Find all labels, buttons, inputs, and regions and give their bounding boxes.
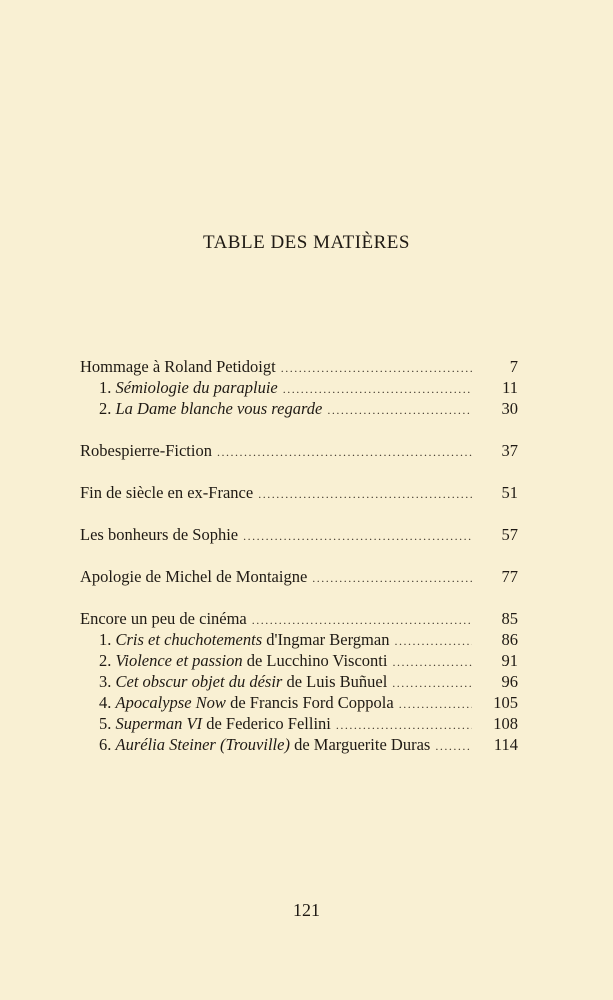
dot-leader: [399, 694, 472, 715]
work-author: de Francis Ford Coppola: [225, 693, 394, 712]
subentry-title: [80, 629, 389, 650]
work-author: de Federico Fellini: [202, 714, 331, 733]
entry-title: Fin de siècle en ex-France: [80, 483, 254, 502]
section-spacer: [80, 419, 518, 440]
section-spacer: [80, 587, 518, 608]
dot-leader: [327, 400, 472, 421]
subentry-page-number: 86: [501, 630, 518, 649]
table-of-contents: [80, 356, 518, 755]
entry-page-number: 57: [501, 525, 518, 544]
dot-leader: [283, 379, 472, 400]
toc-entry: [80, 482, 518, 503]
subentry-title: [80, 713, 331, 734]
subentry-title: [80, 398, 322, 419]
subentry-number: 4.: [99, 693, 112, 712]
dot-leader: [435, 736, 472, 757]
dot-leader: [243, 526, 472, 547]
toc-entry: [80, 608, 518, 629]
toc-subentry: [80, 734, 518, 755]
work-title: Apocalypse Now: [115, 693, 226, 712]
work-author: de Luis Buñuel: [282, 672, 388, 691]
work-title: Cris et chuchotements: [115, 630, 263, 649]
work-title: Cet obscur objet du désir: [115, 672, 283, 691]
toc-entry: [80, 440, 518, 461]
subentry-title: [80, 692, 394, 713]
dot-leader: [252, 610, 472, 631]
entry-page-number: 37: [501, 441, 518, 460]
page-number: 121: [293, 900, 320, 920]
subentry-title: [80, 650, 387, 671]
toc-subentry: [80, 377, 518, 398]
subentry-number: 6.: [99, 735, 112, 754]
dot-leader: [281, 358, 472, 379]
subentry-title: [80, 671, 387, 692]
subentry-number: 2.: [99, 651, 112, 670]
subentry-number: 1.: [99, 378, 112, 397]
entry-title: Robespierre-Fiction: [80, 441, 212, 460]
toc-subentry: [80, 692, 518, 713]
subentry-title: [80, 377, 278, 398]
dot-leader: [392, 652, 472, 673]
toc-subentry: [80, 398, 518, 419]
work-author: de Lucchino Visconti: [242, 651, 388, 670]
entry-title: Encore un peu de cinéma: [80, 609, 247, 628]
subentry-number: 1.: [99, 630, 112, 649]
subentry-number: 3.: [99, 672, 112, 691]
dot-leader: [312, 568, 472, 589]
toc-subentry: [80, 650, 518, 671]
toc-entry: [80, 524, 518, 545]
entry-page-number: 51: [501, 483, 518, 502]
work-title: Violence et passion: [115, 651, 243, 670]
dot-leader: [258, 484, 472, 505]
subentry-page-number: 108: [493, 714, 518, 733]
work-author: d'Ingmar Bergman: [262, 630, 390, 649]
section-spacer: [80, 545, 518, 566]
work-title: La Dame blanche vous regarde: [115, 399, 323, 418]
subentry-page-number: 11: [502, 378, 518, 397]
subentry-page-number: 96: [501, 672, 518, 691]
page-title: TABLE DES MATIÈRES: [203, 232, 410, 253]
toc-entry: [80, 356, 518, 377]
toc-subentry: [80, 713, 518, 734]
dot-leader: [394, 631, 472, 652]
entry-title: Apologie de Michel de Montaigne: [80, 567, 308, 586]
section-spacer: [80, 461, 518, 482]
subentry-page-number: 30: [501, 399, 518, 418]
toc-entry: [80, 566, 518, 587]
work-title: Superman VI: [115, 714, 203, 733]
work-title: Sémiologie du parapluie: [115, 378, 278, 397]
entry-page-number: 85: [501, 609, 518, 628]
entry-title: Les bonheurs de Sophie: [80, 525, 239, 544]
toc-subentry: [80, 671, 518, 692]
subentry-number: 2.: [99, 399, 112, 418]
subentry-number: 5.: [99, 714, 112, 733]
dot-leader: [392, 673, 472, 694]
subentry-page-number: 114: [493, 735, 518, 754]
toc-subentry: [80, 629, 518, 650]
subentry-page-number: 91: [501, 651, 518, 670]
entry-title: Hommage à Roland Petidoigt: [80, 357, 276, 376]
dot-leader: [217, 442, 472, 463]
subentry-page-number: 105: [493, 693, 518, 712]
subentry-title: [80, 734, 430, 755]
dot-leader: [336, 715, 472, 736]
entry-page-number: 77: [501, 567, 518, 586]
work-author: de Marguerite Duras: [289, 735, 431, 754]
entry-page-number: 7: [509, 357, 518, 376]
section-spacer: [80, 503, 518, 524]
work-title: Aurélia Steiner (Trouville): [115, 735, 290, 754]
